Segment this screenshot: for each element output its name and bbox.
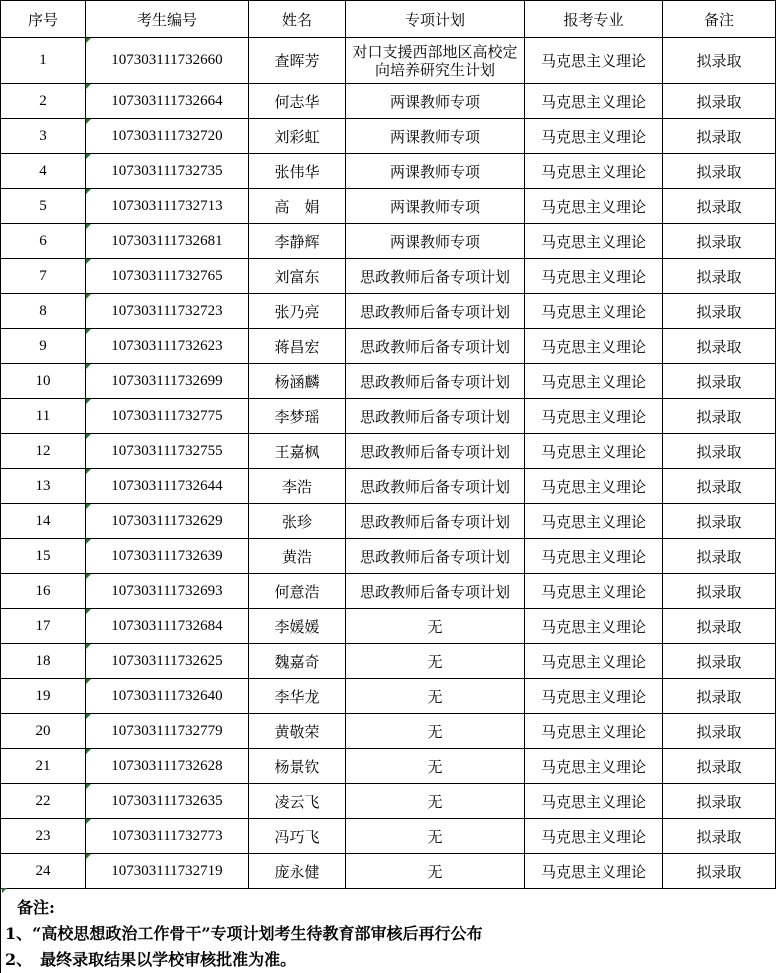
cell-special-plan: 无 <box>346 679 525 714</box>
header-row <box>1 1 776 38</box>
cell-no: 15 <box>1 539 86 574</box>
cell-no: 21 <box>1 749 86 784</box>
cell-candidate-id: 107303111732723 <box>86 294 249 329</box>
table-header <box>1 1 776 38</box>
cell-candidate-id: 107303111732765 <box>86 259 249 294</box>
cell-no: 1 <box>1 38 86 84</box>
cell-no: 23 <box>1 819 86 854</box>
cell-major: 马克思主义理论 <box>525 819 663 854</box>
cell-name: 王嘉枫 <box>249 434 346 469</box>
cell-remark: 拟录取 <box>663 329 776 364</box>
cell-candidate-id: 107303111732640 <box>86 679 249 714</box>
table-row <box>1 469 776 504</box>
cell-no: 4 <box>1 154 86 189</box>
cell-major: 马克思主义理论 <box>525 784 663 819</box>
cell-name: 李静辉 <box>249 224 346 259</box>
cell-special-plan: 思政教师后备专项计划 <box>346 539 525 574</box>
cell-remark: 拟录取 <box>663 399 776 434</box>
cell-major: 马克思主义理论 <box>525 399 663 434</box>
cell-major: 马克思主义理论 <box>525 469 663 504</box>
cell-no: 17 <box>1 609 86 644</box>
table-row <box>1 854 776 889</box>
cell-no: 22 <box>1 784 86 819</box>
cell-remark: 拟录取 <box>663 154 776 189</box>
cell-major: 马克思主义理论 <box>525 714 663 749</box>
table-row <box>1 784 776 819</box>
cell-candidate-id: 107303111732775 <box>86 399 249 434</box>
cell-special-plan: 无 <box>346 819 525 854</box>
cell-no: 20 <box>1 714 86 749</box>
cell-name: 庞永健 <box>249 854 346 889</box>
cell-remark: 拟录取 <box>663 469 776 504</box>
cell-candidate-id: 107303111732660 <box>86 38 249 84</box>
cell-remark: 拟录取 <box>663 434 776 469</box>
cell-special-plan: 思政教师后备专项计划 <box>346 364 525 399</box>
cell-name: 杨涵麟 <box>249 364 346 399</box>
cell-no: 10 <box>1 364 86 399</box>
cell-name: 李华龙 <box>249 679 346 714</box>
cell-no: 13 <box>1 469 86 504</box>
cell-name: 李梦瑶 <box>249 399 346 434</box>
cell-no: 5 <box>1 189 86 224</box>
table-row <box>1 84 776 119</box>
cell-special-plan: 无 <box>346 854 525 889</box>
header-candidate-id: 考生编号 <box>86 1 249 38</box>
cell-special-plan: 思政教师后备专项计划 <box>346 329 525 364</box>
table-row <box>1 749 776 784</box>
cell-major: 马克思主义理论 <box>525 329 663 364</box>
table-row <box>1 329 776 364</box>
cell-remark: 拟录取 <box>663 679 776 714</box>
cell-name: 蒋昌宏 <box>249 329 346 364</box>
cell-candidate-id: 107303111732773 <box>86 819 249 854</box>
table-row <box>1 399 776 434</box>
cell-special-plan: 无 <box>346 609 525 644</box>
table-row <box>1 679 776 714</box>
cell-special-plan: 思政教师后备专项计划 <box>346 259 525 294</box>
cell-no: 3 <box>1 119 86 154</box>
header-name: 姓名 <box>249 1 346 38</box>
cell-no: 2 <box>1 84 86 119</box>
cell-remark: 拟录取 <box>663 259 776 294</box>
header-remark: 备注 <box>663 1 776 38</box>
cell-special-plan: 两课教师专项 <box>346 189 525 224</box>
cell-remark: 拟录取 <box>663 364 776 399</box>
cell-special-plan: 两课教师专项 <box>346 84 525 119</box>
header-special-plan: 专项计划 <box>346 1 525 38</box>
cell-remark: 拟录取 <box>663 504 776 539</box>
cell-remark: 拟录取 <box>663 819 776 854</box>
cell-candidate-id: 107303111732713 <box>86 189 249 224</box>
cell-major: 马克思主义理论 <box>525 749 663 784</box>
cell-remark: 拟录取 <box>663 189 776 224</box>
cell-candidate-id: 107303111732755 <box>86 434 249 469</box>
cell-major: 马克思主义理论 <box>525 294 663 329</box>
cell-candidate-id: 107303111732693 <box>86 574 249 609</box>
table-body <box>1 38 776 889</box>
cell-no: 16 <box>1 574 86 609</box>
table-row <box>1 119 776 154</box>
cell-remark: 拟录取 <box>663 609 776 644</box>
cell-special-plan: 无 <box>346 749 525 784</box>
cell-no: 8 <box>1 294 86 329</box>
cell-remark: 拟录取 <box>663 784 776 819</box>
cell-remark: 拟录取 <box>663 644 776 679</box>
cell-candidate-id: 107303111732639 <box>86 539 249 574</box>
cell-no: 7 <box>1 259 86 294</box>
cell-name: 张珍 <box>249 504 346 539</box>
table-row <box>1 609 776 644</box>
cell-candidate-id: 107303111732628 <box>86 749 249 784</box>
cell-name: 何意浩 <box>249 574 346 609</box>
cell-name: 查晖芳 <box>249 38 346 84</box>
cell-candidate-id: 107303111732635 <box>86 784 249 819</box>
cell-special-plan: 对口支援西部地区高校定向培养研究生计划 <box>346 38 525 84</box>
cell-name: 刘彩虹 <box>249 119 346 154</box>
cell-special-plan: 两课教师专项 <box>346 154 525 189</box>
cell-candidate-id: 107303111732664 <box>86 84 249 119</box>
cell-name: 凌云飞 <box>249 784 346 819</box>
cell-candidate-id: 107303111732720 <box>86 119 249 154</box>
cell-remark: 拟录取 <box>663 539 776 574</box>
notes-title: 备注: <box>17 898 55 917</box>
cell-special-plan: 两课教师专项 <box>346 119 525 154</box>
cell-major: 马克思主义理论 <box>525 854 663 889</box>
cell-major: 马克思主义理论 <box>525 189 663 224</box>
table-row <box>1 259 776 294</box>
cell-remark: 拟录取 <box>663 84 776 119</box>
cell-name: 冯巧飞 <box>249 819 346 854</box>
table-row <box>1 819 776 854</box>
table-row <box>1 574 776 609</box>
note-line-1: 1、“高校思想政治工作骨干”专项计划考生待教育部审核后再行公布 <box>5 924 483 943</box>
cell-major: 马克思主义理论 <box>525 574 663 609</box>
cell-special-plan: 思政教师后备专项计划 <box>346 294 525 329</box>
cell-remark: 拟录取 <box>663 294 776 329</box>
cell-name: 杨景钦 <box>249 749 346 784</box>
cell-candidate-id: 107303111732719 <box>86 854 249 889</box>
cell-no: 11 <box>1 399 86 434</box>
cell-name: 黄浩 <box>249 539 346 574</box>
cell-remark: 拟录取 <box>663 38 776 84</box>
cell-no: 6 <box>1 224 86 259</box>
cell-candidate-id: 107303111732699 <box>86 364 249 399</box>
table-row <box>1 189 776 224</box>
table-row <box>1 714 776 749</box>
cell-candidate-id: 107303111732623 <box>86 329 249 364</box>
table-row <box>1 504 776 539</box>
cell-special-plan: 思政教师后备专项计划 <box>346 399 525 434</box>
cell-name: 李媛媛 <box>249 609 346 644</box>
cell-special-plan: 无 <box>346 644 525 679</box>
cell-major: 马克思主义理论 <box>525 364 663 399</box>
note-line-2: 2、 最终录取结果以学校审核批准为准。 <box>5 950 297 969</box>
cell-special-plan: 无 <box>346 784 525 819</box>
table-row <box>1 294 776 329</box>
cell-special-plan: 思政教师后备专项计划 <box>346 574 525 609</box>
cell-major: 马克思主义理论 <box>525 154 663 189</box>
cell-candidate-id: 107303111732625 <box>86 644 249 679</box>
cell-remark: 拟录取 <box>663 574 776 609</box>
cell-no: 24 <box>1 854 86 889</box>
cell-name: 魏嘉奇 <box>249 644 346 679</box>
cell-major: 马克思主义理论 <box>525 644 663 679</box>
cell-candidate-id: 107303111732644 <box>86 469 249 504</box>
cell-candidate-id: 107303111732779 <box>86 714 249 749</box>
cell-candidate-id: 107303111732684 <box>86 609 249 644</box>
cell-major: 马克思主义理论 <box>525 119 663 154</box>
cell-remark: 拟录取 <box>663 119 776 154</box>
cell-major: 马克思主义理论 <box>525 539 663 574</box>
cell-no: 18 <box>1 644 86 679</box>
cell-major: 马克思主义理论 <box>525 38 663 84</box>
cell-major: 马克思主义理论 <box>525 504 663 539</box>
cell-name: 黄敬荣 <box>249 714 346 749</box>
cell-name: 高 娟 <box>249 189 346 224</box>
header-no: 序号 <box>1 1 86 38</box>
cell-name: 刘富东 <box>249 259 346 294</box>
cell-special-plan: 思政教师后备专项计划 <box>346 469 525 504</box>
cell-candidate-id: 107303111732681 <box>86 224 249 259</box>
cell-name: 李浩 <box>249 469 346 504</box>
notes-section <box>0 887 776 973</box>
cell-remark: 拟录取 <box>663 714 776 749</box>
cell-major: 马克思主义理论 <box>525 609 663 644</box>
cell-name: 何志华 <box>249 84 346 119</box>
table-row <box>1 539 776 574</box>
cell-name: 张乃亮 <box>249 294 346 329</box>
cell-remark: 拟录取 <box>663 224 776 259</box>
cell-remark: 拟录取 <box>663 749 776 784</box>
cell-no: 14 <box>1 504 86 539</box>
cell-special-plan: 两课教师专项 <box>346 224 525 259</box>
cell-special-plan: 思政教师后备专项计划 <box>346 434 525 469</box>
table-row <box>1 434 776 469</box>
cell-major: 马克思主义理论 <box>525 679 663 714</box>
cell-special-plan: 无 <box>346 714 525 749</box>
cell-no: 19 <box>1 679 86 714</box>
cell-major: 马克思主义理论 <box>525 224 663 259</box>
cell-major: 马克思主义理论 <box>525 434 663 469</box>
cell-candidate-id: 107303111732735 <box>86 154 249 189</box>
table-row <box>1 224 776 259</box>
cell-major: 马克思主义理论 <box>525 84 663 119</box>
cell-no: 9 <box>1 329 86 364</box>
table-row <box>1 364 776 399</box>
table-row <box>1 644 776 679</box>
cell-candidate-id: 107303111732629 <box>86 504 249 539</box>
cell-major: 马克思主义理论 <box>525 259 663 294</box>
table-row <box>1 38 776 84</box>
header-major: 报考专业 <box>525 1 663 38</box>
cell-no: 12 <box>1 434 86 469</box>
table-row <box>1 154 776 189</box>
cell-remark: 拟录取 <box>663 854 776 889</box>
cell-name: 张伟华 <box>249 154 346 189</box>
cell-special-plan: 思政教师后备专项计划 <box>346 504 525 539</box>
